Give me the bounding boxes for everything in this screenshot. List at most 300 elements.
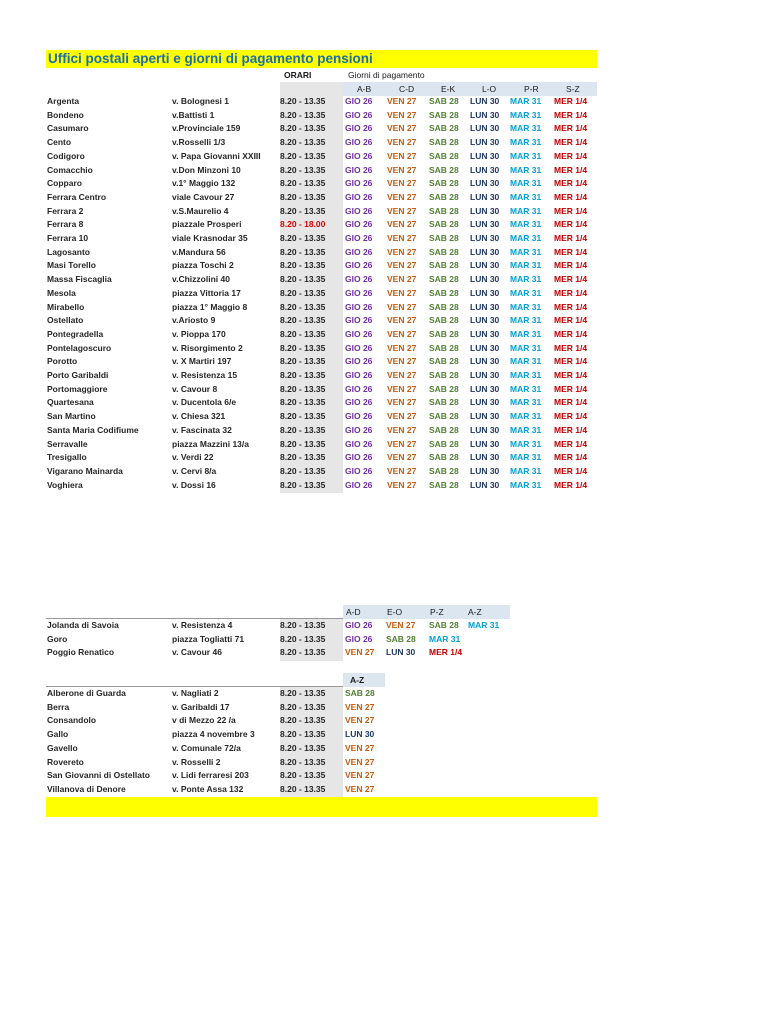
payment-day: MER 1/4 (554, 287, 588, 298)
payment-day: MER 1/4 (554, 356, 588, 367)
payment-day: VEN 27 (387, 342, 417, 353)
payment-day: SAB 28 (429, 315, 459, 326)
office-address: v di Mezzo 22 /a (172, 715, 236, 726)
payment-day: SAB 28 (429, 109, 459, 120)
payment-day: VEN 27 (345, 756, 375, 767)
payment-day: LUN 30 (470, 150, 500, 161)
payment-day: SAB 28 (429, 342, 459, 353)
payment-day: MER 1/4 (554, 137, 588, 148)
office-name: Ostellato (47, 315, 84, 326)
table-row (0, 218, 768, 232)
payment-day: VEN 27 (387, 315, 417, 326)
payment-day: MAR 31 (510, 301, 542, 312)
office-address: v. Resistenza 4 (172, 620, 233, 630)
letter-group-p-r: P-R (524, 84, 539, 94)
payment-day: SAB 28 (429, 479, 459, 490)
payment-day: VEN 27 (345, 770, 375, 781)
payment-day: SAB 28 (429, 137, 459, 148)
office-hours: 8.20 - 13.35 (280, 620, 326, 630)
office-hours: 8.20 - 13.35 (280, 411, 326, 422)
office-address: v. Verdi 22 (172, 452, 214, 463)
payment-day: VEN 27 (387, 137, 417, 148)
payment-day: VEN 27 (387, 301, 417, 312)
office-hours: 8.20 - 13.35 (280, 356, 326, 367)
payment-day: LUN 30 (470, 123, 500, 134)
payment-day: LUN 30 (470, 465, 500, 476)
payment-day: SAB 28 (429, 178, 459, 189)
office-name: Quartesana (47, 397, 94, 408)
payment-day: GIO 26 (345, 397, 373, 408)
letter-groups-band (343, 82, 597, 96)
payment-day: SAB 28 (429, 620, 459, 630)
payment-day: VEN 27 (387, 164, 417, 175)
payment-day: LUN 30 (470, 479, 500, 490)
office-address: v.Don Minzoni 10 (172, 164, 241, 175)
payment-day: GIO 26 (345, 370, 373, 380)
payment-day: VEN 27 (387, 219, 417, 230)
office-name: Consandolo (47, 715, 97, 726)
payment-day: GIO 26 (345, 274, 373, 285)
office-hours: 8.20 - 13.35 (280, 164, 326, 175)
table-row (0, 465, 768, 479)
office-name: Pontegradella (47, 328, 104, 339)
payment-day: MAR 31 (510, 164, 542, 175)
table-row (0, 424, 768, 438)
payment-day: GIO 26 (345, 96, 373, 106)
payment-day: SAB 28 (429, 411, 459, 422)
payment-day: MAR 31 (510, 397, 542, 408)
letter-group-a-b: A-B (357, 84, 372, 94)
payment-day: SAB 28 (429, 424, 459, 435)
office-name: Portomaggiore (47, 383, 108, 394)
payment-day: GIO 26 (345, 356, 373, 367)
payment-day: LUN 30 (470, 397, 500, 408)
table-row (0, 728, 768, 742)
payment-day: GIO 26 (345, 260, 373, 271)
office-name: Ferrara 2 (47, 205, 84, 216)
table-row (0, 259, 768, 273)
office-name: Serravalle (47, 438, 88, 449)
office-address: piazzale Prosperi (172, 219, 242, 230)
letter-group-a-z: A-Z (468, 607, 482, 617)
office-address: v. Pioppa 170 (172, 328, 226, 339)
payment-day: MER 1/4 (554, 424, 588, 435)
payment-day: MER 1/4 (554, 383, 588, 394)
payment-day: GIO 26 (345, 438, 373, 449)
office-name: Lagosanto (47, 246, 90, 257)
payment-day: LUN 30 (386, 647, 416, 658)
office-hours: 8.20 - 13.35 (280, 756, 326, 767)
payment-day: MAR 31 (510, 274, 542, 285)
payment-day: MER 1/4 (554, 205, 588, 216)
payment-day: SAB 28 (429, 205, 459, 216)
office-address: v. Comunale 72/a (172, 742, 241, 753)
payment-day: SAB 28 (429, 383, 459, 394)
office-name: Goro (47, 633, 68, 644)
payment-day: VEN 27 (387, 465, 417, 476)
payment-day: MER 1/4 (554, 109, 588, 120)
payment-day: VEN 27 (386, 620, 416, 630)
office-address: v. Cavour 8 (172, 383, 218, 394)
payment-day: SAB 28 (429, 246, 459, 257)
payment-day: LUN 30 (470, 424, 500, 435)
office-hours: 8.20 - 13.35 (280, 742, 326, 753)
payment-day: GIO 26 (345, 123, 373, 134)
table-row (0, 410, 768, 424)
section3-letter-group: A-Z (350, 675, 365, 685)
payment-day: GIO 26 (345, 633, 373, 644)
payment-day: SAB 28 (429, 328, 459, 339)
office-hours: 8.20 - 13.35 (280, 438, 326, 449)
office-name: Porotto (47, 356, 78, 367)
office-name: Mesola (47, 287, 76, 298)
table-row (0, 205, 768, 219)
office-address: piazza Vittoria 17 (172, 287, 241, 298)
table-row (0, 619, 768, 633)
payment-day: SAB 28 (429, 96, 459, 106)
office-hours: 8.20 - 13.35 (280, 783, 326, 794)
table-row (0, 633, 768, 647)
payment-day: LUN 30 (470, 178, 500, 189)
office-address: v.Rosselli 1/3 (172, 137, 226, 148)
office-hours: 8.20 - 13.35 (280, 233, 326, 243)
payment-day: MAR 31 (468, 620, 500, 630)
orari-header-band (280, 82, 343, 96)
payment-day: GIO 26 (345, 178, 373, 189)
payment-day: MER 1/4 (554, 411, 588, 422)
payment-day: VEN 27 (387, 383, 417, 394)
table-row (0, 701, 768, 715)
office-hours: 8.20 - 13.35 (280, 109, 326, 120)
payment-day: LUN 30 (470, 287, 500, 298)
payment-day: GIO 26 (345, 246, 373, 257)
table-row (0, 756, 768, 770)
office-name: San Martino (47, 411, 96, 422)
payment-day: SAB 28 (429, 465, 459, 476)
table-row (0, 232, 768, 246)
payment-day: MER 1/4 (554, 178, 588, 189)
payment-day: LUN 30 (470, 342, 500, 353)
payment-day: LUN 30 (470, 274, 500, 285)
payment-day: VEN 27 (387, 205, 417, 216)
office-address: v. Papa Giovanni XXIII (172, 150, 261, 161)
table-row (0, 150, 768, 164)
payment-day: MAR 31 (510, 438, 542, 449)
table-row (0, 301, 768, 315)
payment-day: SAB 28 (429, 219, 459, 230)
office-hours: 8.20 - 13.35 (280, 260, 326, 271)
office-name: Porto Garibaldi (47, 370, 109, 380)
table-row (0, 451, 768, 465)
payment-day: MER 1/4 (554, 150, 588, 161)
payment-day: LUN 30 (470, 370, 500, 380)
payment-day: MER 1/4 (554, 452, 588, 463)
payment-day: MER 1/4 (554, 96, 588, 106)
payment-day: GIO 26 (345, 205, 373, 216)
office-name: Comacchio (47, 164, 93, 175)
payment-day: LUN 30 (470, 315, 500, 326)
payment-day: MER 1/4 (554, 342, 588, 353)
office-address: viale Krasnodar 35 (172, 233, 248, 243)
payment-day: VEN 27 (345, 715, 375, 726)
payment-day: GIO 26 (345, 287, 373, 298)
table-row (0, 328, 768, 342)
office-address: v. Risorgimento 2 (172, 342, 243, 353)
payment-day: MER 1/4 (554, 370, 588, 380)
office-hours: 8.20 - 13.35 (280, 383, 326, 394)
office-name: Ferrara 8 (47, 219, 84, 230)
table-row (0, 342, 768, 356)
payment-day: GIO 26 (345, 301, 373, 312)
section2-header-band (343, 605, 510, 619)
payment-day: MAR 31 (510, 479, 542, 490)
office-hours: 8.20 - 13.35 (280, 715, 326, 726)
payment-day: MER 1/4 (554, 233, 588, 243)
table-row (0, 383, 768, 397)
payment-day: SAB 28 (429, 438, 459, 449)
payment-day: VEN 27 (387, 452, 417, 463)
office-address: v. X Martiri 197 (172, 356, 232, 367)
payment-day: VEN 27 (345, 647, 375, 658)
payment-day: LUN 30 (470, 191, 500, 202)
payment-day: MAR 31 (510, 150, 542, 161)
office-hours: 8.20 - 13.35 (280, 479, 326, 490)
office-hours: 8.20 - 13.35 (280, 647, 326, 658)
office-name: Alberone di Guarda (47, 688, 126, 698)
payment-day: VEN 27 (387, 178, 417, 189)
payment-day: SAB 28 (386, 633, 416, 644)
table-row (0, 479, 768, 493)
payment-day: LUN 30 (470, 233, 500, 243)
payment-day: MER 1/4 (554, 274, 588, 285)
payment-day: MAR 31 (510, 356, 542, 367)
office-hours: 8.20 - 13.35 (280, 701, 326, 712)
payment-day: SAB 28 (429, 301, 459, 312)
payment-day: MAR 31 (510, 96, 542, 106)
payment-day: VEN 27 (387, 260, 417, 271)
payment-day: GIO 26 (345, 150, 373, 161)
office-hours: 8.20 - 13.35 (280, 328, 326, 339)
office-hours: 8.20 - 13.35 (280, 137, 326, 148)
payment-day: GIO 26 (345, 315, 373, 326)
table-row (0, 687, 768, 701)
payment-day: MER 1/4 (554, 397, 588, 408)
office-name: Poggio Renatico (47, 647, 115, 658)
payment-day: GIO 26 (345, 191, 373, 202)
payment-day: LUN 30 (470, 411, 500, 422)
payment-day: MER 1/4 (554, 123, 588, 134)
payment-day: SAB 28 (429, 370, 459, 380)
payment-day: VEN 27 (387, 479, 417, 490)
payment-day: GIO 26 (345, 424, 373, 435)
payment-day: SAB 28 (429, 164, 459, 175)
office-address: v. Nagliati 2 (172, 688, 219, 698)
payment-day: MER 1/4 (554, 465, 588, 476)
payment-day: MAR 31 (510, 123, 542, 134)
office-name: Argenta (47, 96, 80, 106)
payment-day: GIO 26 (345, 620, 373, 630)
payment-day: VEN 27 (387, 96, 417, 106)
letter-group-l-o: L-O (482, 84, 497, 94)
payment-day: LUN 30 (470, 246, 500, 257)
office-address: piazza 1° Maggio 8 (172, 301, 248, 312)
payment-day: MER 1/4 (554, 328, 588, 339)
payment-day: VEN 27 (387, 397, 417, 408)
office-name: Cento (47, 137, 72, 148)
payment-day: VEN 27 (345, 783, 375, 794)
payment-day: MAR 31 (510, 315, 542, 326)
payment-day: LUN 30 (470, 438, 500, 449)
office-name: Mirabello (47, 301, 85, 312)
office-hours: 8.20 - 13.35 (280, 397, 326, 408)
office-address: v. Fascinata 32 (172, 424, 232, 435)
payment-day: MER 1/4 (554, 301, 588, 312)
payment-day: GIO 26 (345, 137, 373, 148)
payment-day: MER 1/4 (429, 647, 463, 658)
payment-day: LUN 30 (470, 219, 500, 230)
payment-day: VEN 27 (387, 411, 417, 422)
office-hours: 8.20 - 13.35 (280, 274, 326, 285)
payment-day: GIO 26 (345, 328, 373, 339)
office-name: Masi Torello (47, 260, 96, 271)
office-name: Massa Fiscaglia (47, 274, 112, 285)
payment-day: MAR 31 (510, 191, 542, 202)
office-address: v. Ducentola 6/e (172, 397, 237, 408)
payment-day: VEN 27 (387, 274, 417, 285)
payment-day: LUN 30 (470, 109, 500, 120)
office-address: piazza 4 novembre 3 (172, 729, 255, 740)
table-row (0, 109, 768, 123)
payment-day: GIO 26 (345, 342, 373, 353)
table-row (0, 769, 768, 783)
payment-day: SAB 28 (429, 274, 459, 285)
office-hours: 8.20 - 13.35 (280, 315, 326, 326)
payment-day: VEN 27 (387, 150, 417, 161)
payment-day: MER 1/4 (554, 438, 588, 449)
payment-day: SAB 28 (429, 356, 459, 367)
payment-day: LUN 30 (470, 356, 500, 367)
office-name: Gavello (47, 742, 78, 753)
payment-day: MAR 31 (510, 411, 542, 422)
office-hours: 8.20 - 13.35 (280, 287, 326, 298)
table-row (0, 95, 768, 109)
payment-day: MER 1/4 (554, 479, 588, 490)
payment-day: MAR 31 (510, 109, 542, 120)
office-name: Codigoro (47, 150, 85, 161)
table-row (0, 177, 768, 191)
office-name: Tresigallo (47, 452, 87, 463)
office-address: v.Ariosto 9 (172, 315, 216, 326)
office-name: Rovereto (47, 756, 84, 767)
payment-day: MER 1/4 (554, 164, 588, 175)
payment-day: MAR 31 (510, 233, 542, 243)
payment-day: VEN 27 (387, 191, 417, 202)
office-address: piazza Togliatti 71 (172, 633, 245, 644)
office-address: v. Garibaldi 17 (172, 701, 230, 712)
office-hours: 8.20 - 13.35 (280, 178, 326, 189)
office-name: Voghiera (47, 479, 83, 490)
payment-day: GIO 26 (345, 164, 373, 175)
office-address: piazza Toschi 2 (172, 260, 234, 271)
table-row (0, 646, 768, 660)
office-name: Santa Maria Codifiume (47, 424, 139, 435)
office-hours: 8.20 - 13.35 (280, 770, 326, 781)
office-hours: 8.20 - 13.35 (280, 191, 326, 202)
payment-day: VEN 27 (387, 287, 417, 298)
office-hours: 8.20 - 13.35 (280, 96, 326, 106)
payment-day: GIO 26 (345, 233, 373, 243)
letter-group-p-z: P-Z (430, 607, 444, 617)
office-name: Copparo (47, 178, 82, 189)
office-name: Jolanda di Savoia (47, 620, 119, 630)
payment-day: MAR 31 (510, 287, 542, 298)
table-row (0, 246, 768, 260)
payment-day: GIO 26 (345, 479, 373, 490)
payment-day: MAR 31 (510, 328, 542, 339)
payment-day: LUN 30 (470, 164, 500, 175)
payment-day: LUN 30 (345, 729, 375, 740)
table-row (0, 783, 768, 797)
payment-day: MAR 31 (510, 246, 542, 257)
letter-group-c-d: C-D (399, 84, 415, 94)
payment-day: MER 1/4 (554, 246, 588, 257)
office-address: v. Cervi 8/a (172, 465, 217, 476)
table-row (0, 191, 768, 205)
office-address: v.Battisti 1 (172, 109, 215, 120)
payment-day: VEN 27 (387, 109, 417, 120)
payment-day: SAB 28 (345, 688, 375, 698)
payment-day: MAR 31 (510, 370, 542, 380)
office-address: v. Rosselli 2 (172, 756, 221, 767)
office-address: v. Bolognesi 1 (172, 96, 229, 106)
office-hours: 8.20 - 13.35 (280, 342, 326, 353)
payment-day: SAB 28 (429, 260, 459, 271)
table-row (0, 742, 768, 756)
office-hours: 8.20 - 13.35 (280, 633, 326, 644)
payment-day: GIO 26 (345, 465, 373, 476)
office-address: v.Provinciale 159 (172, 123, 241, 134)
payment-day: LUN 30 (470, 301, 500, 312)
payment-day: MAR 31 (510, 424, 542, 435)
payment-day: MER 1/4 (554, 260, 588, 271)
payment-day: SAB 28 (429, 397, 459, 408)
table-row (0, 136, 768, 150)
office-hours: 8.20 - 13.35 (280, 205, 326, 216)
payment-day: LUN 30 (470, 260, 500, 271)
table-row (0, 314, 768, 328)
payment-day: VEN 27 (387, 233, 417, 243)
office-hours: 8.20 - 13.35 (280, 150, 326, 161)
payment-day: SAB 28 (429, 452, 459, 463)
office-name: San Giovanni di Ostellato (47, 770, 150, 781)
letter-group-e-o: E-O (387, 607, 403, 617)
office-address: v.Chizzolini 40 (172, 274, 230, 285)
office-address: v. Chiesa 321 (172, 411, 226, 422)
payment-day: LUN 30 (470, 137, 500, 148)
table-row (0, 714, 768, 728)
table-row (0, 396, 768, 410)
office-address: v.S.Maurelio 4 (172, 205, 229, 216)
payment-day: MAR 31 (429, 633, 461, 644)
payment-day: MAR 31 (510, 178, 542, 189)
payment-day: GIO 26 (345, 219, 373, 230)
payment-day: MER 1/4 (554, 315, 588, 326)
payment-day: MAR 31 (510, 205, 542, 216)
table-row (0, 164, 768, 178)
table-row (0, 355, 768, 369)
payment-day: MER 1/4 (554, 191, 588, 202)
office-name: Villanova di Denore (47, 783, 126, 794)
